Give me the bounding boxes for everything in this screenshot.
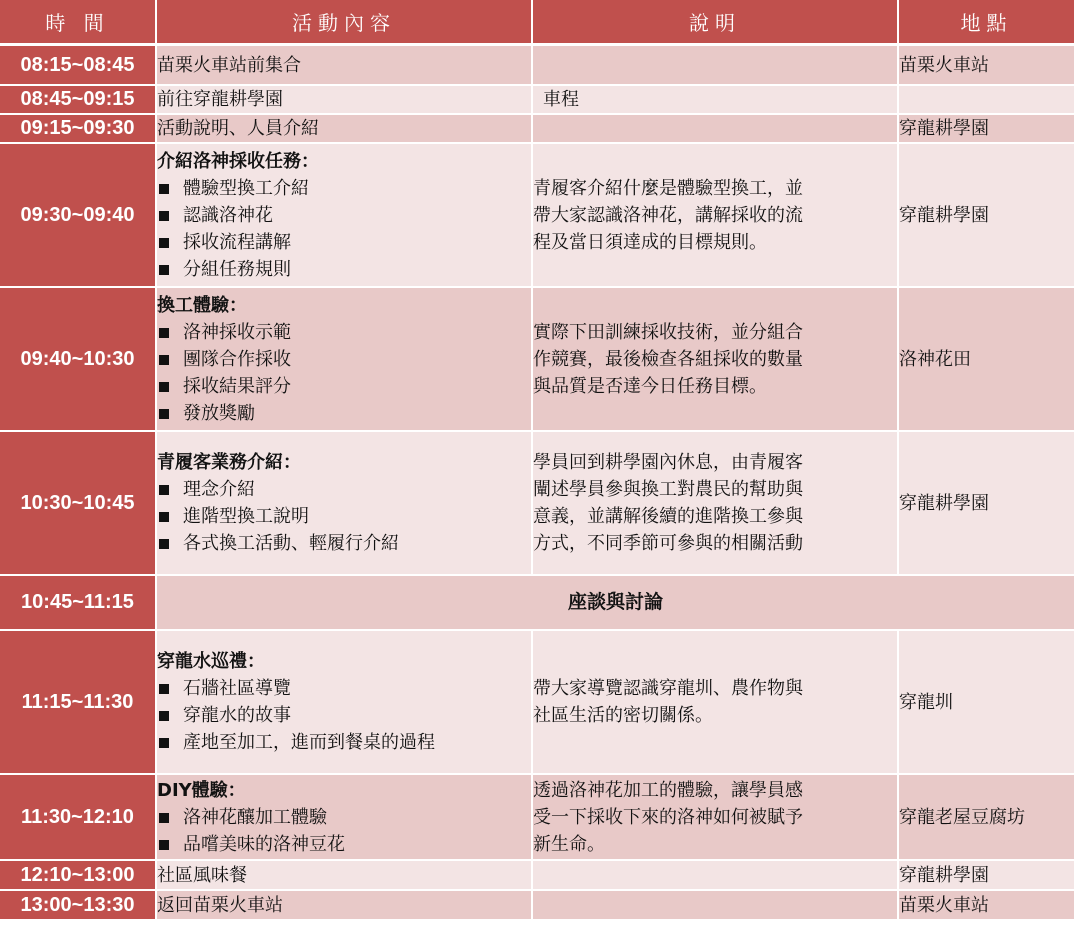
description-cell (533, 631, 899, 775)
description-line: 方式，不同季節可參與的相關活動 (533, 533, 803, 554)
bullet-text: 分組任務規則 (183, 258, 291, 280)
bullet-text: 洛神花釀加工體驗 (183, 806, 327, 828)
bullet-item (157, 729, 531, 756)
location-cell: 穿龍圳 (899, 631, 1076, 775)
description-text: 車程 (543, 89, 579, 110)
bullet-text: 產地至加工，進而到餐桌的過程 (183, 732, 435, 753)
table-row (0, 861, 1076, 891)
table-row (0, 115, 1076, 144)
square-bullet-icon (159, 184, 169, 194)
description-cell (533, 432, 899, 576)
square-bullet-icon (159, 382, 169, 392)
bullet-text: 進階型換工說明 (183, 506, 309, 527)
table-row (0, 775, 1076, 861)
bullet-text: 發放獎勵 (183, 402, 255, 424)
time-cell: 10:30~10:45 (0, 432, 157, 576)
time-cell: 09:40~10:30 (0, 288, 157, 432)
location-cell: 穿龍耕學園 (899, 861, 1076, 891)
bullet-item (157, 175, 531, 202)
bullet-text: 體驗型換工介紹 (183, 177, 309, 199)
activity-cell (157, 288, 533, 432)
square-bullet-icon (159, 738, 169, 748)
activity-cell (157, 432, 533, 576)
activity-text: 返回苗栗火車站 (157, 894, 283, 916)
time-cell: 08:15~08:45 (0, 46, 157, 86)
square-bullet-icon (159, 684, 169, 694)
location-cell: 穿龍耕學園 (899, 115, 1076, 144)
description-line: 作競賽，最後檢查各組採收的數量 (533, 348, 803, 370)
description-line: 程及當日須達成的目標規則。 (533, 231, 767, 253)
description-cell (533, 86, 899, 115)
square-bullet-icon (159, 813, 169, 823)
description-cell (533, 288, 899, 432)
bullet-text: 洛神採收示範 (183, 321, 291, 343)
activity-cell (157, 775, 533, 861)
description-line: 意義，並講解後續的進階換工參與 (533, 506, 803, 527)
bullet-item (157, 804, 531, 831)
description-line: 新生命。 (533, 833, 605, 855)
bullet-item (157, 373, 531, 400)
header-row (0, 0, 1076, 46)
activity-text: 前往穿龍耕學園 (157, 89, 283, 110)
table-row (0, 891, 1076, 921)
merged-cell: 座談與討論 (157, 576, 1076, 631)
table-row (0, 631, 1076, 775)
table-row (0, 576, 1076, 631)
description-line: 學員回到耕學園內休息，由青履客 (533, 452, 803, 473)
square-bullet-icon (159, 711, 169, 721)
schedule-body (0, 46, 1076, 921)
location-cell: 苗栗火車站 (899, 46, 1076, 86)
time-cell: 13:00~13:30 (0, 891, 157, 921)
description-line: 透過洛神花加工的體驗，讓學員感 (533, 779, 803, 801)
location-cell: 穿龍耕學園 (899, 144, 1076, 288)
bullet-item (157, 256, 531, 283)
square-bullet-icon (159, 409, 169, 419)
header-time: 時 間 (0, 0, 157, 46)
description-cell (533, 144, 899, 288)
bullet-item (157, 400, 531, 427)
description-cell (533, 46, 899, 86)
description-line: 社區生活的密切關係。 (533, 705, 713, 726)
location-cell: 洛神花田 (899, 288, 1076, 432)
location-cell (899, 86, 1076, 115)
bullet-item (157, 503, 531, 530)
header-description: 說明 (533, 0, 899, 46)
activity-text: 社區風味餐 (157, 864, 247, 886)
time-cell: 10:45~11:15 (0, 576, 157, 631)
description-cell (533, 775, 899, 861)
square-bullet-icon (159, 328, 169, 338)
square-bullet-icon (159, 355, 169, 365)
description-line: 實際下田訓練採收技術，並分組合 (533, 321, 803, 343)
bullet-item (157, 346, 531, 373)
bullet-item (157, 530, 531, 557)
table-row (0, 46, 1076, 86)
bullet-item (157, 831, 531, 858)
bullet-text: 穿龍水的故事 (183, 705, 291, 726)
activity-cell (157, 631, 533, 775)
bullet-item (157, 476, 531, 503)
bullet-item (157, 702, 531, 729)
square-bullet-icon (159, 539, 169, 549)
square-bullet-icon (159, 840, 169, 850)
activity-text: 苗栗火車站前集合 (157, 54, 301, 76)
activity-text: 活動說明、人員介紹 (157, 118, 319, 139)
time-cell: 09:15~09:30 (0, 115, 157, 144)
activity-cell (157, 861, 533, 891)
square-bullet-icon (159, 512, 169, 522)
time-cell: 12:10~13:00 (0, 861, 157, 891)
table-row (0, 86, 1076, 115)
description-line: 帶大家導覽認識穿龍圳、農作物與 (533, 678, 803, 699)
description-line: 闡述學員參與換工對農民的幫助與 (533, 479, 803, 500)
bullet-text: 採收流程講解 (183, 231, 291, 253)
location-cell: 穿龍耕學園 (899, 432, 1076, 576)
square-bullet-icon (159, 485, 169, 495)
bullet-item (157, 319, 531, 346)
activity-title: DIY體驗： (157, 779, 246, 801)
description-cell (533, 891, 899, 921)
description-line: 青履客介紹什麼是體驗型換工，並 (533, 177, 803, 199)
activity-cell (157, 144, 533, 288)
square-bullet-icon (159, 238, 169, 248)
bullet-text: 認識洛神花 (183, 204, 273, 226)
time-cell: 08:45~09:15 (0, 86, 157, 115)
activity-title: 介紹洛神採收任務： (157, 150, 319, 172)
header-activity: 活動內容 (157, 0, 533, 46)
table-row (0, 432, 1076, 576)
table-row (0, 144, 1076, 288)
bullet-text: 各式換工活動、輕履行介紹 (183, 533, 399, 554)
bullet-item (157, 202, 531, 229)
description-line: 帶大家認識洛神花，講解採收的流 (533, 204, 803, 226)
square-bullet-icon (159, 211, 169, 221)
table-row (0, 288, 1076, 432)
bullet-text: 團隊合作採收 (183, 348, 291, 370)
bullet-text: 品嚐美味的洛神豆花 (183, 833, 345, 855)
location-cell: 苗栗火車站 (899, 891, 1076, 921)
description-line: 受一下採收下來的洛神如何被賦予 (533, 806, 803, 828)
description-cell (533, 115, 899, 144)
location-cell: 穿龍老屋豆腐坊 (899, 775, 1076, 861)
activity-title: 穿龍水巡禮： (157, 651, 265, 672)
description-line: 與品質是否達今日任務目標。 (533, 375, 767, 397)
bullet-text: 石牆社區導覽 (183, 678, 291, 699)
description-cell (533, 861, 899, 891)
bullet-item (157, 229, 531, 256)
time-cell: 11:15~11:30 (0, 631, 157, 775)
bullet-text: 理念介紹 (183, 479, 255, 500)
activity-cell (157, 891, 533, 921)
activity-cell (157, 115, 533, 144)
activity-title: 青履客業務介紹： (157, 452, 301, 473)
activity-cell (157, 46, 533, 86)
bullet-item (157, 675, 531, 702)
bullet-text: 採收結果評分 (183, 375, 291, 397)
square-bullet-icon (159, 265, 169, 275)
time-cell: 09:30~09:40 (0, 144, 157, 288)
activity-title: 換工體驗： (157, 294, 247, 316)
header-location: 地點 (899, 0, 1076, 46)
activity-cell (157, 86, 533, 115)
time-cell: 11:30~12:10 (0, 775, 157, 861)
